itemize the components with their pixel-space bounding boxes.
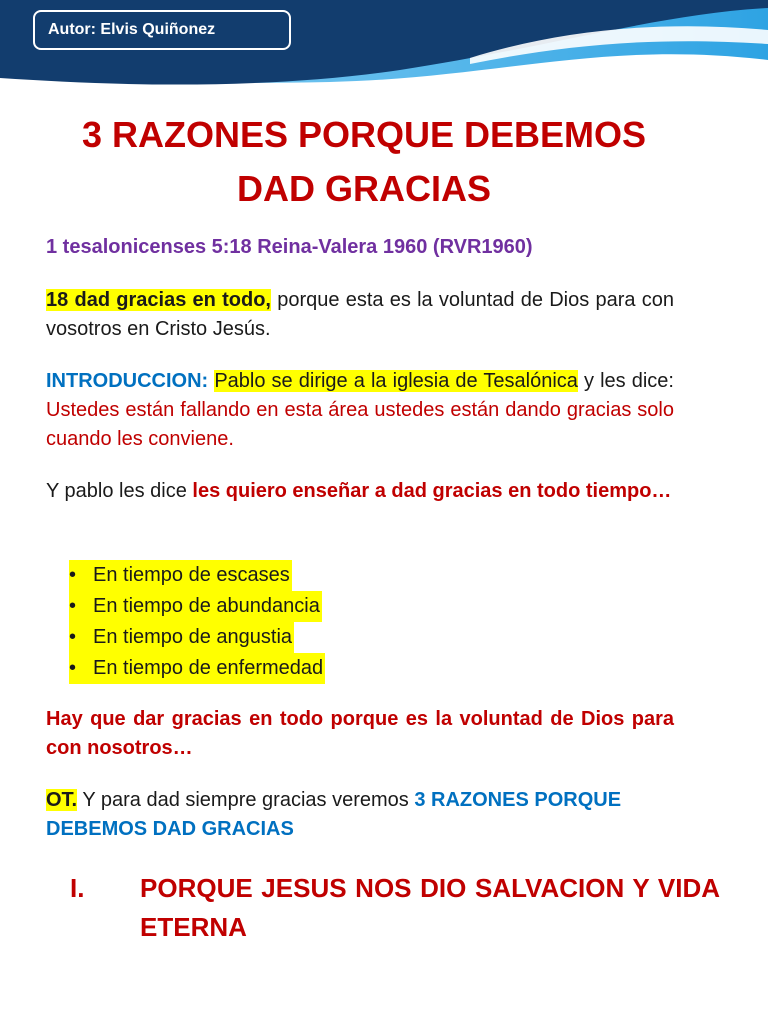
bullet-icon: • [69,564,77,586]
conclusion-paragraph: Hay que dar gracias en todo porque es la voluntad de Dios para con nosotros… [46,708,674,759]
pablo-red: les quiero enseñar a dad gracias en todo tiempo… [192,480,672,502]
list-item: • En tiempo de abundancia [69,591,325,622]
verse-highlight: 18 dad gracias en todo, [46,289,271,311]
intro-highlight: Pablo se dirige a la iglesia de Tesalónica [214,370,578,392]
pablo-plain: Y pablo les dice [46,480,193,502]
intro-red: Ustedes están fallando en esta área ustedes están dando gracias solo cuando les conviene. [46,399,674,450]
intro-label: INTRODUCCION: [46,370,209,392]
author-label: Autor: Elvis Quiñonez [33,10,291,50]
list-item: • En tiempo de escases [69,560,325,591]
intro-mid: y les dice: [577,370,674,392]
ot-plain: Y para dad siempre gracias veremos [77,789,415,811]
list-item: • En tiempo de angustia [69,622,325,653]
bullet-icon: • [69,657,77,679]
ot-blue: 3 RAZONES PORQUE DEBEMOS DAD GRACIAS [46,789,622,840]
bullet-icon: • [69,626,77,648]
section-number: I. [70,873,85,903]
intro-paragraph [46,367,674,454]
verse-rest: porque esta es la voluntad de Dios para con vosotros en Cristo Jesús. [46,289,674,340]
list-item: • En tiempo de enfermedad [69,653,325,684]
ot-paragraph [46,786,674,844]
title-line-2: DAD GRACIAS [236,168,491,209]
ot-label: OT. [46,789,78,811]
bullet-icon: • [69,595,77,617]
section-title: PORQUE JESUS NOS DIO SALVACION Y VIDA ETERNA [140,873,720,942]
pablo-paragraph [46,477,674,506]
title-line-1: 3 RAZONES PORQUE DEBEMOS [81,114,647,155]
page-title [0,108,768,216]
bible-reference: 1 tesalonicenses 5:18 Reina-Valera 1960 (RVR1960) [46,236,533,258]
verse-paragraph [46,286,674,344]
bullet-list [69,560,325,684]
